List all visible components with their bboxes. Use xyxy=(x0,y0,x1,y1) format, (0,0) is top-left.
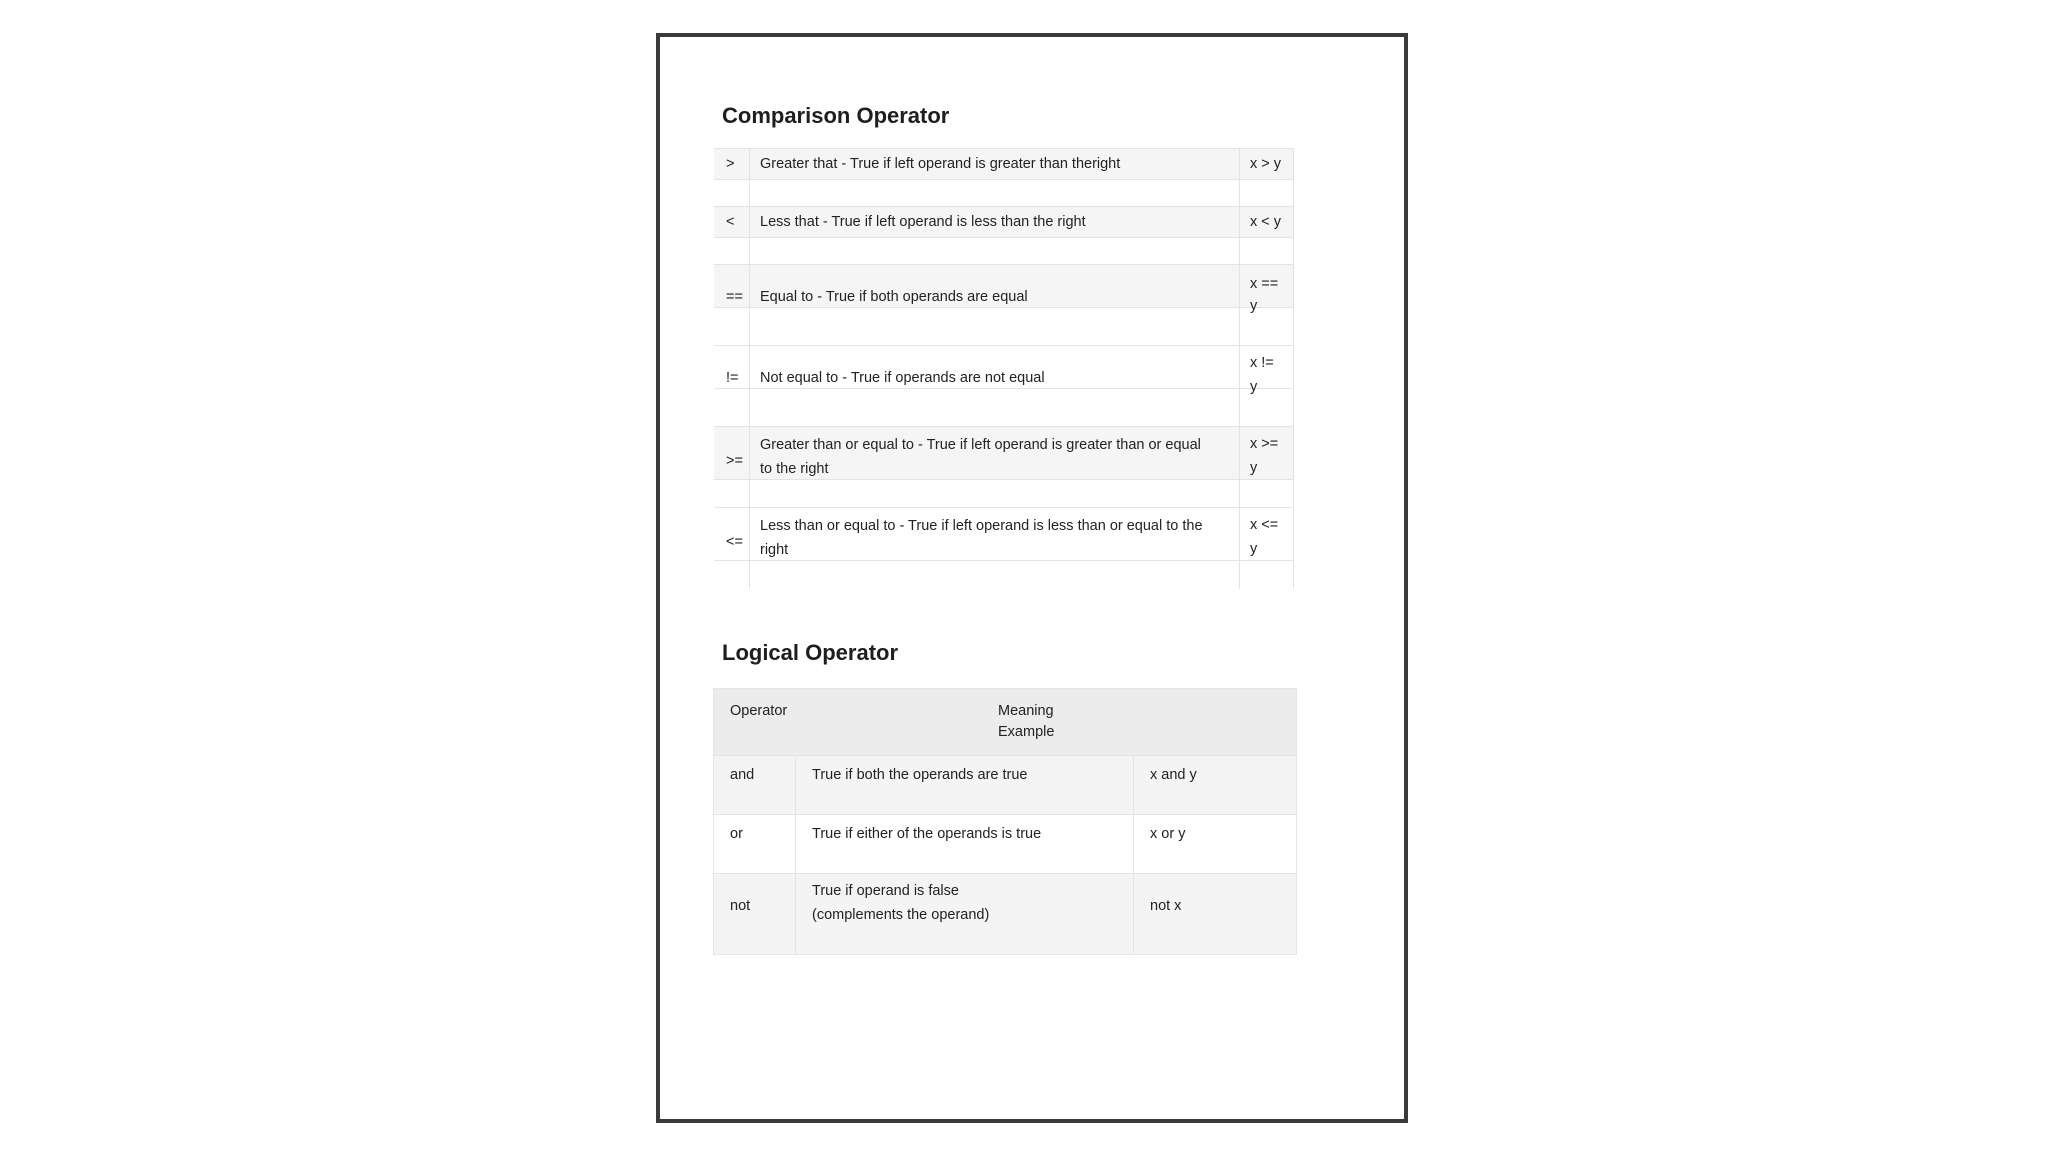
logical-meaning: True if either of the operands is true xyxy=(812,826,1042,842)
logical-table xyxy=(713,688,1297,955)
operator-symbol: == xyxy=(726,289,743,305)
table-row xyxy=(714,814,1296,873)
document-page xyxy=(656,33,1408,1123)
table-row xyxy=(714,755,1296,814)
table-row xyxy=(714,345,1294,427)
logical-operator-heading: Logical Operator xyxy=(722,640,899,665)
table-row xyxy=(714,873,1296,954)
operator-description-line1: Greater than or equal to - True if left operand is greater than or equal xyxy=(760,437,1201,453)
operator-example: x < y xyxy=(1250,214,1282,230)
logical-operator: or xyxy=(730,826,743,842)
table-row xyxy=(714,507,1294,589)
header-example: Example xyxy=(998,724,1055,740)
operator-description: Less that - True if left operand is less than the right xyxy=(760,214,1086,230)
header-operator: Operator xyxy=(730,703,788,719)
operator-symbol: > xyxy=(726,156,735,172)
logical-example: not x xyxy=(1150,898,1182,914)
comparison-operator-heading: Comparison Operator xyxy=(722,103,950,128)
operator-description-line1: Less than or equal to - True if left operand is less than or equal to the xyxy=(760,518,1203,534)
table-row xyxy=(714,148,1294,207)
logical-meaning-line2: (complements the operand) xyxy=(812,907,990,923)
header-meaning: Meaning xyxy=(998,703,1054,719)
operator-example-line1: x == xyxy=(1250,276,1279,292)
operator-example-line2: y xyxy=(1250,541,1258,557)
operator-symbol: >= xyxy=(726,453,743,469)
operator-example-line1: x <= xyxy=(1250,517,1279,533)
operator-example-line1: x != xyxy=(1250,355,1274,371)
operator-symbol: <= xyxy=(726,534,743,550)
operator-example-line2: y xyxy=(1250,460,1258,476)
table-row xyxy=(714,426,1294,508)
operator-example: x > y xyxy=(1250,156,1282,172)
operator-description-line2: to the right xyxy=(760,461,829,477)
operator-symbol: != xyxy=(726,370,739,386)
operator-example-line1: x >= xyxy=(1250,436,1279,452)
logical-meaning-line1: True if operand is false xyxy=(812,883,959,899)
table-row xyxy=(714,206,1294,265)
logical-operator: not xyxy=(730,898,751,914)
table-header-row xyxy=(714,689,1296,755)
logical-example: x or y xyxy=(1150,826,1186,842)
logical-operator: and xyxy=(730,767,755,783)
logical-example: x and y xyxy=(1150,767,1197,783)
operator-description: Equal to - True if both operands are equal xyxy=(760,289,1028,305)
operator-example-line2: y xyxy=(1250,298,1258,314)
operator-example-line2: y xyxy=(1250,379,1258,395)
operator-description-line2: right xyxy=(760,542,789,558)
operator-symbol: < xyxy=(726,214,735,230)
operator-description: Not equal to - True if operands are not equal xyxy=(760,370,1045,386)
table-row xyxy=(714,264,1294,346)
operator-description: Greater that - True if left operand is greater than theright xyxy=(760,156,1121,172)
logical-meaning: True if both the operands are true xyxy=(812,767,1028,783)
